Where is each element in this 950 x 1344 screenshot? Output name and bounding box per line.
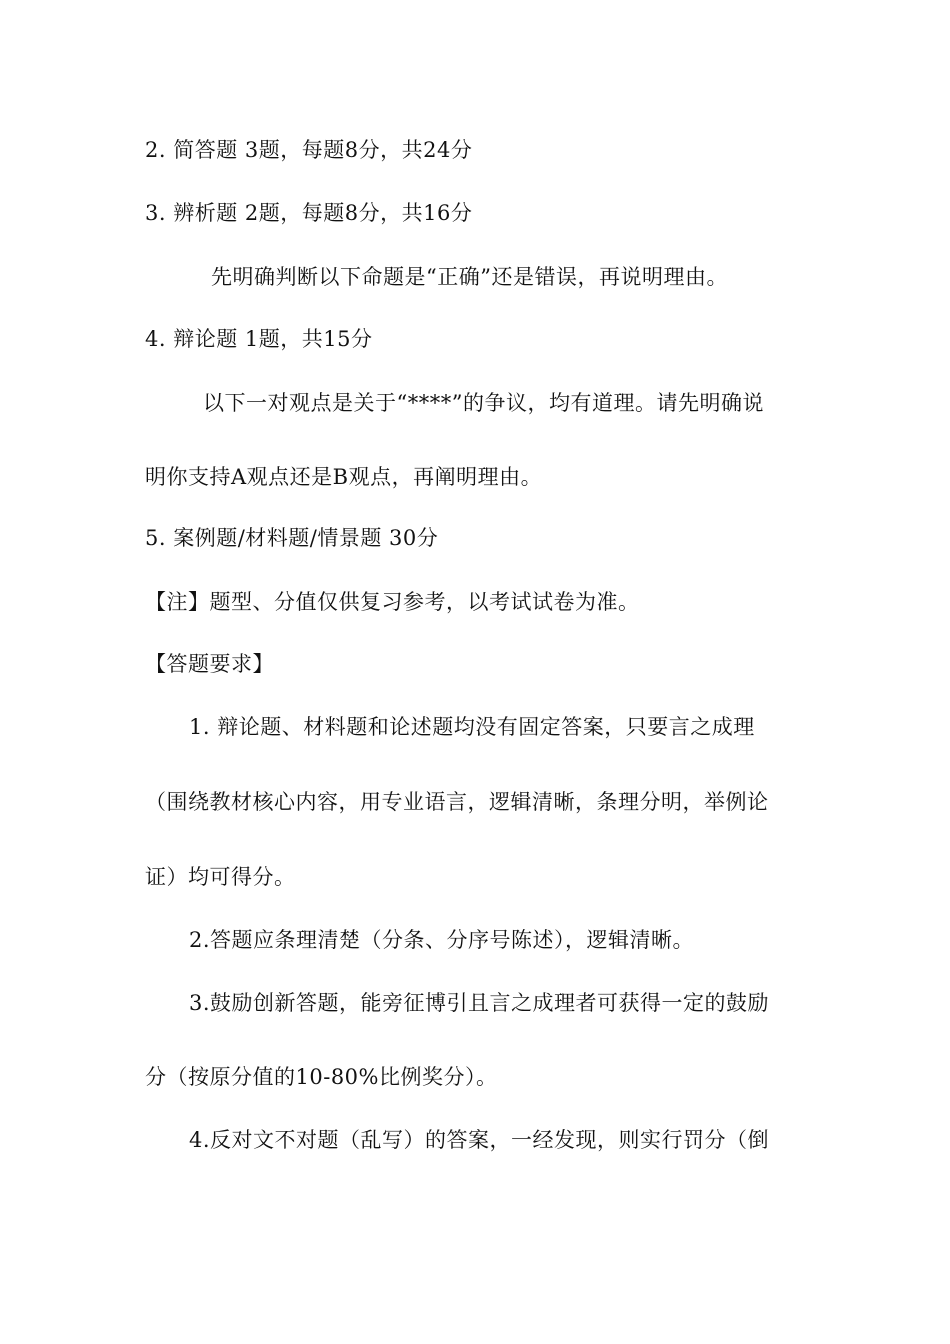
requirements-heading: 【答题要求】 [145,652,274,676]
note-paragraph: 【注】题型、分值仅供复习参考，以考试试卷为准。 [145,590,640,614]
requirement-1-line-1: 1. 辩论题、材料题和论述题均没有固定答案，只要言之成理 [189,715,755,739]
debate-instruction-line-2: 明你支持A观点还是B观点，再阐明理由。 [145,465,543,489]
section-case-study: 5. 案例题/材料题/情景题 30分 [145,526,439,550]
requirement-2: 2.答题应条理清楚（分条、分序号陈述），逻辑清晰。 [189,928,695,952]
requirement-1-line-3: 证）均可得分。 [145,865,296,889]
requirement-4-line-1: 4.反对文不对题（乱写）的答案，一经发现，则实行罚分（倒 [189,1128,770,1152]
section-debate: 4. 辩论题 1题，共15分 [145,327,373,351]
section-short-answer: 2. 简答题 3题，每题8分，共24分 [145,138,473,162]
debate-instruction-line-1: 以下一对观点是关于“****”的争议，均有道理。请先明确说 [203,391,764,415]
section-analysis: 3. 辨析题 2题，每题8分，共16分 [145,201,473,225]
analysis-instruction: 先明确判断以下命题是“正确”还是错误，再说明理由。 [211,265,728,289]
requirement-3-line-2: 分（按原分值的10-80%比例奖分）。 [145,1065,498,1089]
requirement-1-line-2: （围绕教材核心内容，用专业语言，逻辑清晰，条理分明，举例论 [145,790,769,814]
requirement-3-line-1: 3.鼓励创新答题，能旁征博引且言之成理者可获得一定的鼓励 [189,991,770,1015]
